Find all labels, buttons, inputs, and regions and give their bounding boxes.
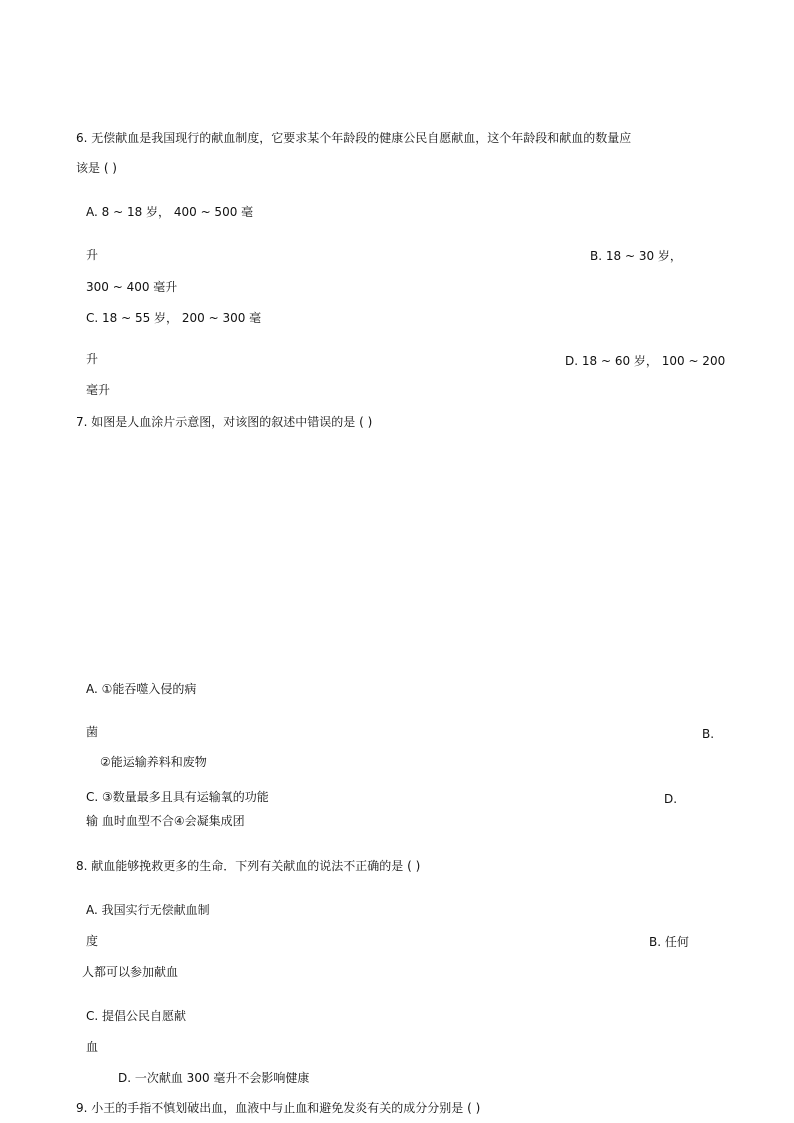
q8-option-b-line1: B. 任何	[649, 935, 689, 949]
q7-option-a-line2: 菌	[86, 725, 99, 739]
q6-option-a-line2: 升	[86, 248, 99, 262]
q8-option-d: D. 一次献血 300 毫升不会影响健康	[118, 1071, 310, 1085]
q6-stem-line2: 该是 ( )	[76, 161, 117, 175]
q7-option-a-line1: A. ①能吞噬入侵的病	[86, 682, 197, 696]
q8-option-c-line1: C. 提倡公民自愿献	[86, 1009, 187, 1023]
q7-option-c: C. ③数量最多且具有运输氧的功能	[86, 790, 269, 804]
q6-option-b-line2: 300 ~ 400 毫升	[86, 280, 178, 294]
q8-option-b-line2: 人都可以参加献血	[82, 965, 179, 979]
q6-option-a-line1: A. 8 ~ 18 岁， 400 ~ 500 毫	[86, 205, 254, 219]
q7-option-b-label: B.	[702, 727, 715, 741]
q8-option-a-line1: A. 我国实行无偿献血制	[86, 903, 210, 917]
q8-stem: 8. 献血能够挽救更多的生命．下列有关献血的说法不正确的是 ( )	[76, 859, 421, 873]
q6-stem-line1: 6. 无偿献血是我国现行的献血制度，它要求某个年龄段的健康公民自愿献血，这个年龄段和献血的数量应	[76, 131, 632, 145]
blood-smear-figure-area	[90, 438, 570, 668]
q7-option-d-label: D.	[664, 792, 678, 806]
q6-option-d-line2: 毫升	[86, 383, 111, 397]
q6-option-c-line1: C. 18 ~ 55 岁， 200 ~ 300 毫	[86, 311, 262, 325]
q6-option-c-line2: 升	[86, 352, 99, 366]
q8-option-a-line2: 度	[86, 934, 99, 948]
q9-stem: 9. 小王的手指不慎划破出血，血液中与止血和避免发炎有关的成分分别是 ( )	[76, 1101, 481, 1115]
q7-option-b-text: ②能运输养料和废物	[100, 755, 207, 769]
q7-stem: 7. 如图是人血涂片示意图，对该图的叙述中错误的是 ( )	[76, 415, 373, 429]
q6-option-b-line1: B. 18 ~ 30 岁，	[590, 249, 682, 263]
q6-option-d-line1: D. 18 ~ 60 岁， 100 ~ 200	[565, 354, 726, 368]
q8-option-c-line2: 血	[86, 1040, 99, 1054]
q7-option-d-text: 输 血时血型不合④会凝集成团	[86, 814, 245, 828]
